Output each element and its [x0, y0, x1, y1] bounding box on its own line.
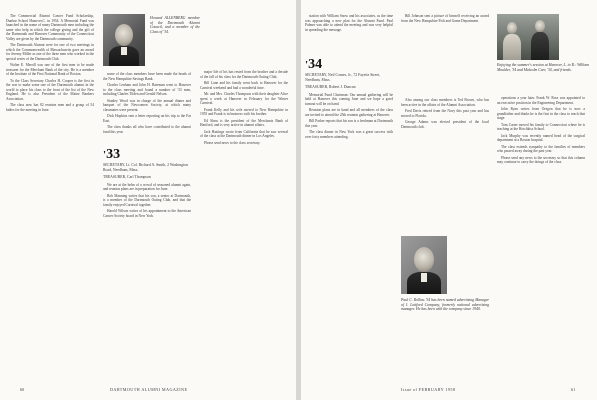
right-column-1-top — [305, 14, 393, 54]
group-photo — [497, 14, 559, 60]
paragraph: Harold Wilson writes of his appointment to the American Cancer Society board in New York. — [103, 209, 191, 218]
paragraph: George Adams was elected president of the local Dartmouth club. — [401, 120, 489, 129]
class-number-heading: '34 — [305, 57, 323, 72]
paragraph: The Commercial Alumni Cancer Fund Scholarship, Dunbar School Hanover,C. in 1954. A Memorial Fund was launched in the name of many Dartmouth men including the same who help in which the college giving and the gift of the Dartmouth and Hanover Community of the Connecticut Valley are given by the Dartmouth community. — [6, 14, 94, 41]
paragraph: Jack Murphy was recently named head of the surgical department at a Boston hospital. — [497, 133, 585, 142]
paragraph: Bill Johnson sent a picture of himself receiving an award from the New Hampshire Fish and Game Department. — [401, 14, 489, 23]
paragraph: Jack Hastings wrote from California that he saw several of the class at the Dartmouth dinner in Los Angeles. — [200, 129, 288, 138]
paragraph: Ed Shaw is the president of the Merchants Bank of Hartford, and is very active in alumni affairs. — [200, 118, 288, 127]
left-column-1 — [6, 14, 94, 370]
page-number: 61 — [571, 387, 576, 392]
paragraph: Bill Lane and his family went back to Hanover for the Carnival weekend and had a wonderful time. — [200, 81, 288, 90]
paragraph: Fred Davis retired from the Navy this past year and has moved to Florida. — [401, 109, 489, 118]
class-treasurer: TREASURER, Carl Thompson — [103, 175, 151, 180]
paragraph: Bob Manning writes that his son, a senior at Dartmouth, is a member of the Dartmouth Outing Club, and that the family enjoyed Carnival together. — [103, 193, 191, 207]
right-column-2-top — [401, 14, 489, 94]
photo-caption: Howard ALLENBERG member of the Dartmouth Alumni Council, and a member of the Class of '34. — [150, 16, 200, 34]
class-secretary: SECRETARY, Lt. Col. Richard A. Smith, 2 Washington Road, Needham, Mass. — [103, 163, 188, 172]
paragraph: Dick Hopkins sent a letter reporting on his trip to the Far East. — [103, 114, 191, 123]
paragraph: The Dartmouth Alumni were for one of two meetings in which the Commonwealth of Massachusetts gave an award for Jeremy Miller as one of the three men who worked in the special series of the Dartmouth Club. — [6, 43, 94, 61]
right-column-3 — [497, 96, 585, 370]
paragraph: The class now has 82 reunion men and a group of 54 ladies for the meeting in June. — [6, 103, 94, 112]
paragraph: Frank Kelly and his wife moved to New Hampshire in 1955 and Frank is in business with his brother. — [200, 107, 288, 116]
paragraph: The class extends sympathy to the families of members who passed away during the past year. — [497, 144, 585, 153]
class-treasurer: TREASURER, Robert J. Duncan — [305, 85, 356, 90]
left-page — [0, 0, 296, 400]
paragraph: Walter E. Merrill was one of the first men to be made treasurer for the Merchant Bank of the city. He is a member of the Institute of the First National Bank of Boston. — [6, 63, 94, 76]
paragraph: We are at the helm of a crowd of seasoned alumni again, and reunion plans are in preparation for June. — [103, 182, 191, 192]
paragraph: some of the class members have been made the heads of the New Hampshire Savings Bank. — [103, 72, 191, 81]
class-secretary: SECRETARY, Neil Comes, Jr., 72 Fayette Street, Needham, Mass. — [305, 73, 381, 82]
paragraph: Bill Parker reports that his son is a freshman at Dartmouth this year. — [305, 119, 393, 128]
magazine-footer: DARTMOUTH ALUMNI MAGAZINE — [110, 387, 188, 392]
group-photo-caption: Enjoying the summer's session at Hanover, L. to R.: William Moulder, '34 and Malcolm Carr, '34, and friends. — [497, 63, 589, 72]
portrait-caption: Paul C. Rollins '34 has been named advertising Manager of I. Lottford Company, formerly national advertising manager. He has been with the company since 1940. — [401, 298, 489, 312]
paragraph: Please send any news to the secretary so that this column may continue to carry the doings of the class. — [497, 155, 585, 164]
class-34-section — [305, 56, 393, 370]
portrait-photo — [103, 14, 145, 66]
right-column-2 — [401, 98, 489, 230]
paragraph: Memorial Fund Chairman: Our annual gathering will be held at Hanover this coming June and we hope a good turnout will be on hand. — [305, 92, 393, 106]
paragraph: operations a year later. Frank W. Ross was appointed to an executive position in the Engineering Department. — [497, 96, 585, 105]
paragraph: major life of his has rested from the brother and a decade of the fall of his class for the Dartmouth Outing Club. — [200, 70, 288, 79]
paragraph: The class thanks all who have contributed to the alumni fund this year. — [103, 125, 191, 134]
paragraph: To the Class Secretary Charles H. Cooper is the first in the war to make some one of the Dartmouth alumni in the world to place his class to the front of the list of the New England. He is also President of the Maine Bankers Association. — [6, 78, 94, 101]
paragraph: Please send news to the class secretary. — [204, 140, 261, 145]
paragraph: Reunion plans are in hand and all members of the class are invited to attend the 25th reunion gathering at Hanover. — [305, 108, 393, 117]
paragraph: Charles Lenham and John H. Bateman went to Hanover to the class meeting and found a number of '33 men, including Charles Tilden and Gerald Nelson. — [103, 83, 191, 96]
right-page — [301, 0, 597, 400]
page-number: 60 — [20, 387, 25, 392]
paragraph: John Ryan writes from Oregon that he is now a grandfather and thinks he is the first in the class to reach that stage. — [497, 107, 585, 120]
paragraph: The class dinner in New York was a great success with over forty members attending. — [305, 130, 393, 139]
class-33-section — [103, 146, 191, 370]
paragraph: Stanley Wood was in charge of the annual dinner and banquet of the Newcomen Society, at which many classmates were present. — [103, 98, 191, 112]
paragraph: Mr. and Mrs. Charles Thompson with their daughter Alice spent a week at Hanover in February for the Winter Carnival. — [200, 92, 288, 105]
left-column-3 — [200, 70, 288, 370]
class-number-heading: '33 — [103, 147, 121, 162]
paragraph: Also among our class members is Ted Brown, who has been active in the affairs of the Alumni Association. — [401, 98, 489, 107]
paragraph: station with William Snow and his associates, as the time was approaching a new plan for the Alumni Fund. Paul Palmer was able to attend the meeting and was very helpful in spreading the message. — [305, 14, 393, 32]
left-column-2-top — [103, 72, 191, 142]
issue-footer: Issue of FEBRUARY 1958 — [401, 387, 456, 392]
portrait-photo — [401, 236, 447, 294]
paragraph: Tom Carter moved his family to Connecticut where he is teaching at the Hotchkiss School. — [497, 122, 585, 131]
